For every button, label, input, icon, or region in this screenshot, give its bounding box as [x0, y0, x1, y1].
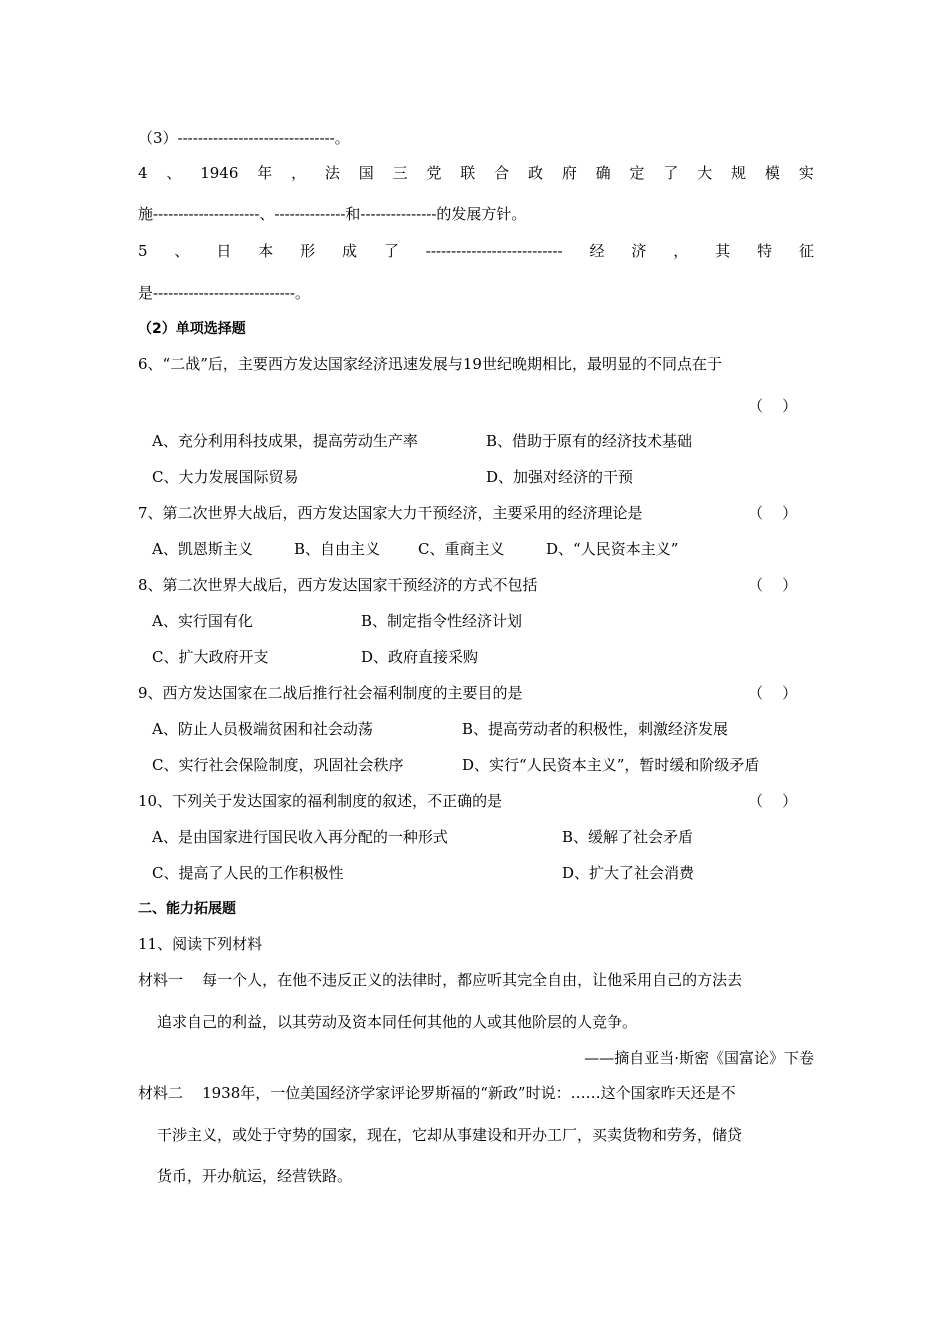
q8-stem: 8、第二次世界大战后，西方发达国家干预经济的方式不包括 — [138, 576, 538, 594]
q4-token: 1946 — [200, 164, 239, 182]
fill-q4-line1 — [138, 163, 814, 183]
fill-q5-line1 — [138, 241, 814, 261]
q5-token: 济 — [631, 242, 647, 260]
q11-material1-source: ——摘自亚当·斯密《国富论》下卷 — [584, 1049, 814, 1067]
q4-token: 了 — [663, 164, 679, 182]
q8-option-b: B、制定指令性经济计划 — [361, 612, 523, 630]
q4-token: 政 — [527, 164, 543, 182]
q5-token: --------------------------- — [425, 242, 563, 260]
q4-token: ， — [291, 164, 307, 182]
q10-stem: 10、下列关于发达国家的福利制度的叙述，不正确的是 — [138, 792, 503, 810]
q5-token: 、 — [174, 242, 190, 260]
q6-stem: 6、“二战”后，主要西方发达国家经济迅速发展与19世纪晚期相比，最明显的不同点在于 — [138, 355, 722, 373]
q11-material2-line3: 货币，开办航运，经营铁路。 — [157, 1167, 353, 1185]
q6-option-a: A、充分利用科技成果，提高劳动生产率 — [152, 432, 418, 450]
q11-material1-line1: 材料一 每一个人，在他不违反正义的法律时，都应听其完全自由，让他采用自己的方法去 — [138, 971, 743, 989]
q4-token: 府 — [561, 164, 577, 182]
q8-option-a: A、实行国有化 — [152, 612, 253, 630]
q5-token: 了 — [383, 242, 399, 260]
q4-token: 大 — [697, 164, 713, 182]
q9-option-b: B、提高劳动者的积极性，刺激经济发展 — [462, 720, 729, 738]
q9-answer-blank: （ ） — [748, 684, 798, 702]
q6-answer-blank: （ ） — [748, 397, 798, 415]
q4-token: 实 — [798, 164, 814, 182]
q5-token: 其 — [715, 242, 731, 260]
q6-option-c: C、大力发展国际贸易 — [152, 468, 299, 486]
section-heading-single-choice: （2）单项选择题 — [138, 321, 246, 337]
q4-token: 合 — [494, 164, 510, 182]
q7-option-c: C、重商主义 — [418, 540, 505, 558]
q8-option-c: C、扩大政府开支 — [152, 648, 269, 666]
q9-option-a: A、防止人员极端贫困和社会动荡 — [152, 720, 373, 738]
fill-q3: （3）-------------------------------。 — [138, 129, 350, 147]
q10-answer-blank: （ ） — [748, 792, 798, 810]
q7-option-d: D、“人民资本主义” — [546, 540, 679, 558]
q4-token: 、 — [166, 164, 182, 182]
fill-q5-line2: 是----------------------------。 — [138, 284, 310, 302]
q10-option-c: C、提高了人民的工作积极性 — [152, 864, 344, 882]
q8-answer-blank: （ ） — [748, 576, 798, 594]
q6-option-b: B、借助于原有的经济技术基础 — [486, 432, 693, 450]
q4-token: 三 — [392, 164, 408, 182]
q5-token: 5 — [138, 242, 148, 260]
q9-stem: 9、西方发达国家在二战后推行社会福利制度的主要目的是 — [138, 684, 523, 702]
q8-option-d: D、政府直接采购 — [361, 648, 479, 666]
q5-token: 成 — [341, 242, 357, 260]
q4-token: 联 — [460, 164, 476, 182]
q4-token: 国 — [358, 164, 374, 182]
section-heading-ability: 二、能力拓展题 — [138, 901, 236, 917]
q5-token: 形 — [300, 242, 316, 260]
q7-option-a: A、凯恩斯主义 — [152, 540, 253, 558]
q9-option-c: C、实行社会保险制度，巩固社会秩序 — [152, 756, 404, 774]
q4-token: 规 — [731, 164, 747, 182]
q7-answer-blank: （ ） — [748, 504, 798, 522]
q6-option-d: D、加强对经济的干预 — [486, 468, 634, 486]
q4-token: 4 — [138, 164, 148, 182]
q5-token: 经 — [589, 242, 605, 260]
q4-token: 法 — [324, 164, 340, 182]
q11-material2-line1: 材料二 1938年，一位美国经济学家评论罗斯福的“新政”时说：……这个国家昨天还是不 — [138, 1084, 736, 1102]
q5-token: 本 — [258, 242, 274, 260]
q9-option-d: D、实行“人民资本主义”，暂时缓和阶级矛盾 — [462, 756, 760, 774]
q5-token: 日 — [216, 242, 232, 260]
q5-token: 征 — [798, 242, 814, 260]
fill-q4-line2: 施---------------------、--------------和---------------的发展方针。 — [138, 205, 527, 223]
q11-stem: 11、阅读下列材料 — [138, 935, 263, 953]
q4-token: 定 — [629, 164, 645, 182]
q4-token: 模 — [764, 164, 780, 182]
q11-material2-line2: 干涉主义，或处于守势的国家，现在，它却从事建设和开办工厂，买卖货物和劳务，储贷 — [157, 1126, 743, 1144]
q4-token: 党 — [426, 164, 442, 182]
q4-token: 年 — [257, 164, 273, 182]
q5-token: 特 — [757, 242, 773, 260]
q11-material1-line2: 追求自己的利益，以其劳动及资本同任何其他的人或其他阶层的人竞争。 — [157, 1013, 638, 1031]
q10-option-d: D、扩大了社会消费 — [562, 864, 695, 882]
q4-token: 确 — [595, 164, 611, 182]
q10-option-b: B、缓解了社会矛盾 — [562, 828, 694, 846]
q7-stem: 7、第二次世界大战后，西方发达国家大力干预经济，主要采用的经济理论是 — [138, 504, 643, 522]
q7-option-b: B、自由主义 — [294, 540, 381, 558]
q10-option-a: A、是由国家进行国民收入再分配的一种形式 — [152, 828, 448, 846]
q5-token: ， — [673, 242, 689, 260]
